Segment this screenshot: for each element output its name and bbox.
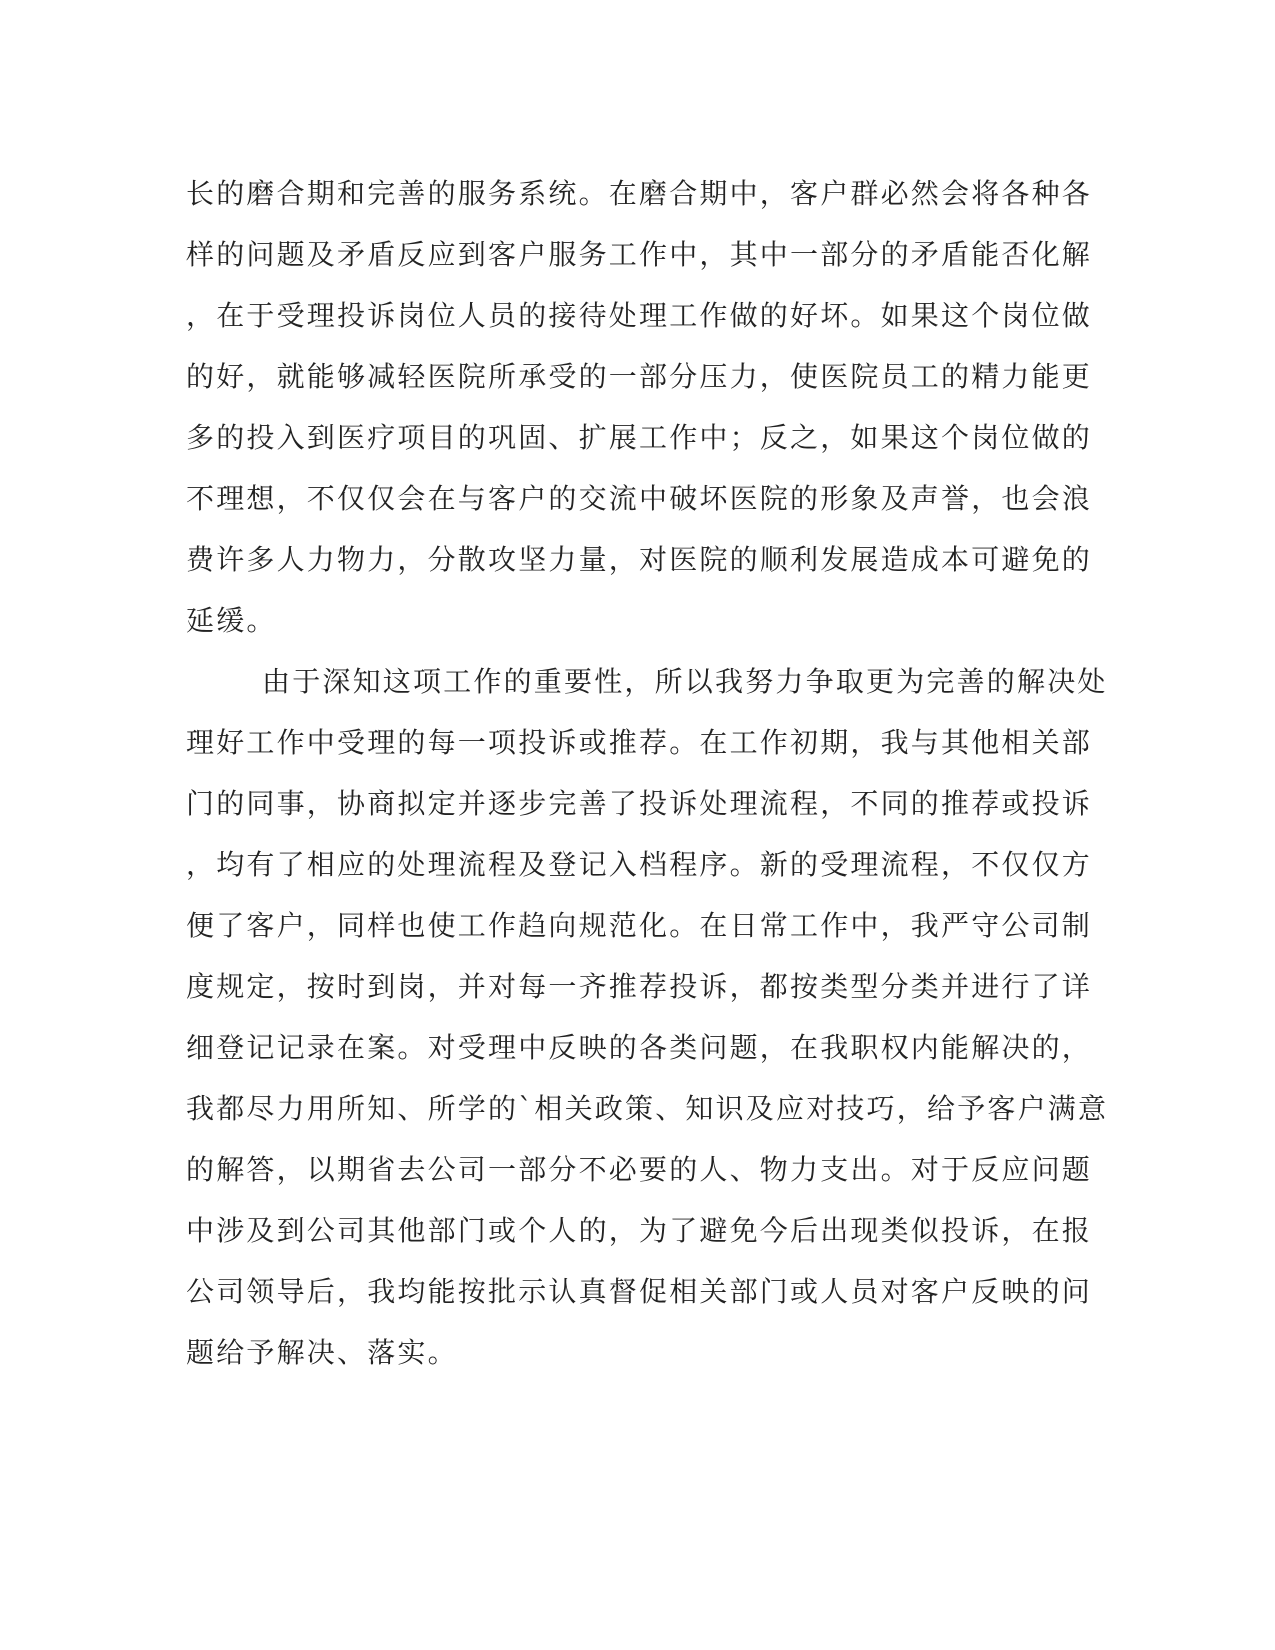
text-line: 不理想，不仅仅会在与客户的交流中破坏医院的形象及声誉，也会浪 — [186, 482, 1093, 515]
text-line: 的好，就能够减轻医院所承受的一部分压力，使医院员工的精力能更 — [186, 360, 1093, 393]
text-line: ，在于受理投诉岗位人员的接待处理工作做的好坏。如果这个岗位做 — [186, 299, 1093, 332]
text-line: 长的磨合期和完善的服务系统。在磨合期中，客户群必然会将各种各 — [186, 177, 1093, 210]
text-line: 我都尽力用所知、所学的`相关政策、知识及应对技巧，给予客户满意 — [186, 1092, 1109, 1125]
text-line: 样的问题及矛盾反应到客户服务工作中，其中一部分的矛盾能否化解 — [186, 238, 1093, 271]
paragraph-1 — [186, 163, 1093, 651]
text-line: 费许多人力物力，分散攻坚力量，对医院的顺利发展造成本可避免的 — [186, 543, 1093, 576]
text-line: 由于深知这项工作的重要性，所以我努力争取更为完善的解决处 — [262, 665, 1108, 698]
text-line: 细登记记录在案。对受理中反映的各类问题，在我职权内能解决的， — [186, 1031, 1093, 1064]
text-line: 多的投入到医疗项目的巩固、扩展工作中；反之，如果这个岗位做的 — [186, 421, 1093, 454]
document-body — [186, 163, 1109, 1383]
text-line: ，均有了相应的处理流程及登记入档程序。新的受理流程，不仅仅方 — [186, 848, 1093, 881]
text-line: 的解答，以期省去公司一部分不必要的人、物力支出。对于反应问题 — [186, 1153, 1093, 1186]
text-line: 度规定，按时到岗，并对每一齐推荐投诉，都按类型分类并进行了详 — [186, 970, 1093, 1003]
text-line: 题给予解决、落实。 — [186, 1336, 458, 1369]
text-line: 门的同事，协商拟定并逐步完善了投诉处理流程，不同的推荐或投诉 — [186, 787, 1093, 820]
paragraph-2 — [186, 651, 1109, 1383]
text-line: 中涉及到公司其他部门或个人的，为了避免今后出现类似投诉，在报 — [186, 1214, 1093, 1247]
text-line: 理好工作中受理的每一项投诉或推荐。在工作初期，我与其他相关部 — [186, 726, 1093, 759]
text-line: 延缓。 — [186, 604, 277, 637]
text-line: 公司领导后，我均能按批示认真督促相关部门或人员对客户反映的问 — [186, 1275, 1093, 1308]
text-line: 便了客户，同样也使工作趋向规范化。在日常工作中，我严守公司制 — [186, 909, 1093, 942]
